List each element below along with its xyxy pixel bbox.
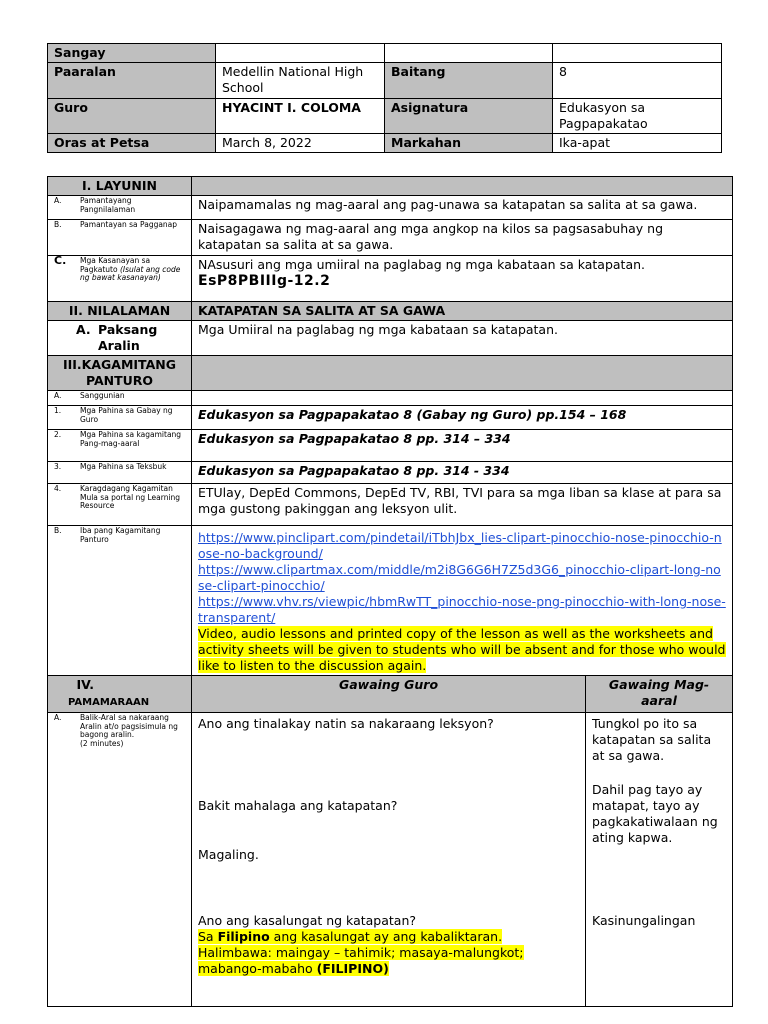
header-row-sangay <box>48 44 722 63</box>
key-a: A. <box>54 196 62 205</box>
label-empty <box>385 44 553 63</box>
gawaing-mag-aaral-balik-aral <box>586 713 733 1007</box>
label-teksbuk: 3. Mga Pahina sa Teksbuk <box>48 462 192 484</box>
row-balik-aral <box>48 713 733 1007</box>
row-iba-pang-kagamitan <box>48 526 733 676</box>
link-clipartmax[interactable]: https://www.clipartmax.com/middle/m2i8G6G6H7Z5d3G6_pinocchio-clipart-long-nose-clipart-pinocchio/ <box>198 562 721 593</box>
text-gabay-guro: Edukasyon sa Pagpapakatao 8 (Gabay ng Guro) pp.154 – 168 <box>192 406 733 430</box>
label-oras-petsa: Oras at Petsa <box>48 134 216 153</box>
label-mga-kasanayan: C. Mga Kasanayan sa Pagkatuto (Isulat ang code ng bawat kasanayan) <box>48 256 192 302</box>
label-guro: Guro <box>48 99 216 134</box>
guro-question-1: Ano ang tinalakay natin sa nakaraang leksyon? <box>198 716 494 731</box>
value-markahan: Ika-apat <box>553 134 722 153</box>
lesson-plan-table <box>47 176 733 1007</box>
section-nilalaman-topic: KATAPATAN SA SALITA AT SA GAWA <box>192 302 733 321</box>
guro-remark: Magaling. <box>198 847 259 862</box>
guro-filipino-note: Sa Filipino ang kasalungat ay ang kabaliktaran. Halimbawa: maingay – tahimik; masaya-malungkot; mabango-mabaho (FILIPINO) <box>198 929 524 976</box>
header-table <box>47 43 722 153</box>
row-layunin <box>48 177 733 196</box>
label-sangay: Sangay <box>48 44 216 63</box>
section-pamamaraan-title: IV. PAMAMARAAN <box>48 676 192 713</box>
value-empty <box>553 44 722 63</box>
section-kagamitan-blank <box>192 356 733 391</box>
absent-students-note: Video, audio lessons and printed copy of the lesson as well as the worksheets and activity sheets will be given to students who will be absent and for those who would like to listen to the discussion again. <box>198 626 726 673</box>
section-layunin-blank <box>192 177 733 196</box>
mag-aaral-answer-2: Dahil pag tayo ay matapat, tayo ay pagkakatiwalaan ng ating kapwa. <box>592 782 718 845</box>
row-kagamitan <box>48 356 733 391</box>
label-pamantayang-pangnilalaman: A. Pamantayang Pangnilalaman <box>48 196 192 220</box>
text-kagamitang-mag-aaral: Edukasyon sa Pagpapakatao 8 pp. 314 – 334 <box>192 430 733 462</box>
text-pamantayang-pangnilalaman: Naipamamalas ng mag-aaral ang pag-unawa sa katapatan sa salita at sa gawa. <box>192 196 733 220</box>
label-gabay-guro: 1. Mga Pahina sa Gabay ng Guro <box>48 406 192 430</box>
gawaing-guro-balik-aral <box>192 713 586 1007</box>
competency-code: EsP8PBIIIg-12.2 <box>198 273 331 289</box>
row-layunin-c <box>48 256 733 302</box>
mag-aaral-answer-1: Tungkol po ito sa katapatan sa salita at sa gawa. <box>592 716 712 763</box>
mag-aaral-answer-3: Kasinungalingan <box>592 913 696 928</box>
value-sangay <box>216 44 385 63</box>
row-layunin-b <box>48 220 733 256</box>
row-sanggunian <box>48 391 733 406</box>
section-kagamitan-title: III.KAGAMITANG PANTURO <box>48 356 192 391</box>
label-kagamitang-mag-aaral: 2. Mga Pahina sa kagamitang Pang-mag-aaral <box>48 430 192 462</box>
label-sanggunian: A. Sanggunian <box>48 391 192 406</box>
key-b: B. <box>54 220 62 229</box>
text-karagdagang-kagamitan: ETUlay, DepEd Commons, DepEd TV, RBI, TVI para sa mga liban sa klase at para sa mga gustong pakinggan ang leksyon ulit. <box>192 484 733 526</box>
label-iba-pang-kagamitan: B. Iba pang Kagamitang Panturo <box>48 526 192 676</box>
text-paksang-aralin: Mga Umiiral na paglabag ng mga kabataan sa katapatan. <box>192 321 733 356</box>
label-karagdagang-kagamitan: 4. Karagdagang Kagamitan Mula sa portal ng Learning Resource <box>48 484 192 526</box>
value-asignatura: Edukasyon sa Pagpapakatao <box>553 99 722 134</box>
text-mga-kasanayan: NAsusuri ang mga umiiral na paglabag ng mga kabataan sa katapatan. EsP8PBIIIg-12.2 <box>192 256 733 302</box>
row-paksang-aralin <box>48 321 733 356</box>
label-paksang-aralin: A. Paksang Aralin <box>48 321 192 356</box>
row-nilalaman <box>48 302 733 321</box>
section-nilalaman-title: II. NILALAMAN <box>48 302 192 321</box>
header-row-guro <box>48 99 722 134</box>
text-pamantayan-sa-pagganap: Naisagagawa ng mag-aaral ang mga angkop na kilos sa pagsasabuhay ng katapatan sa salita at sa gawa. <box>192 220 733 256</box>
link-pinclipart[interactable]: https://www.pinclipart.com/pindetail/iTbhJbx_lies-clipart-pinocchio-nose-pinocchio-nose-no-background/ <box>198 530 722 561</box>
row-gabay-guro <box>48 406 733 430</box>
label-baitang: Baitang <box>385 63 553 99</box>
text-iba-pang-kagamitan <box>192 526 733 676</box>
text-sanggunian <box>192 391 733 406</box>
label-paaralan: Paaralan <box>48 63 216 99</box>
text-teksbuk: Edukasyon sa Pagpapakatao 8 pp. 314 - 334 <box>192 462 733 484</box>
value-oras-petsa: March 8, 2022 <box>216 134 385 153</box>
label-pamantayan-sa-pagganap: B. Pamantayan sa Pagganap <box>48 220 192 256</box>
key-c: C. <box>54 254 67 267</box>
row-kagamitang-mag-aaral <box>48 430 733 462</box>
label-markahan: Markahan <box>385 134 553 153</box>
label-asignatura: Asignatura <box>385 99 553 134</box>
label-balik-aral: A. Balik-Aral sa nakaraang Aralin at/o pagsisimula ng bagong aralin. (2 minutes) <box>48 713 192 1007</box>
value-guro: HYACINT I. COLOMA <box>216 99 385 134</box>
value-baitang: 8 <box>553 63 722 99</box>
header-row-paaralan <box>48 63 722 99</box>
row-pamamaraan <box>48 676 733 713</box>
row-layunin-a <box>48 196 733 220</box>
guro-question-3: Ano ang kasalungat ng katapatan? <box>198 913 417 928</box>
column-gawaing-mag-aaral: Gawaing Mag-aaral <box>586 676 733 713</box>
section-layunin-title: I. LAYUNIN <box>48 177 192 196</box>
value-paaralan: Medellin National High School <box>216 63 385 99</box>
link-vhv[interactable]: https://www.vhv.rs/viewpic/hbmRwTT_pinocchio-nose-png-pinocchio-with-long-nose-transparent/ <box>198 594 726 625</box>
column-gawaing-guro: Gawaing Guro <box>192 676 586 713</box>
header-row-oras <box>48 134 722 153</box>
guro-question-2: Bakit mahalaga ang katapatan? <box>198 798 398 813</box>
row-karagdagang-kagamitan <box>48 484 733 526</box>
row-teksbuk <box>48 462 733 484</box>
